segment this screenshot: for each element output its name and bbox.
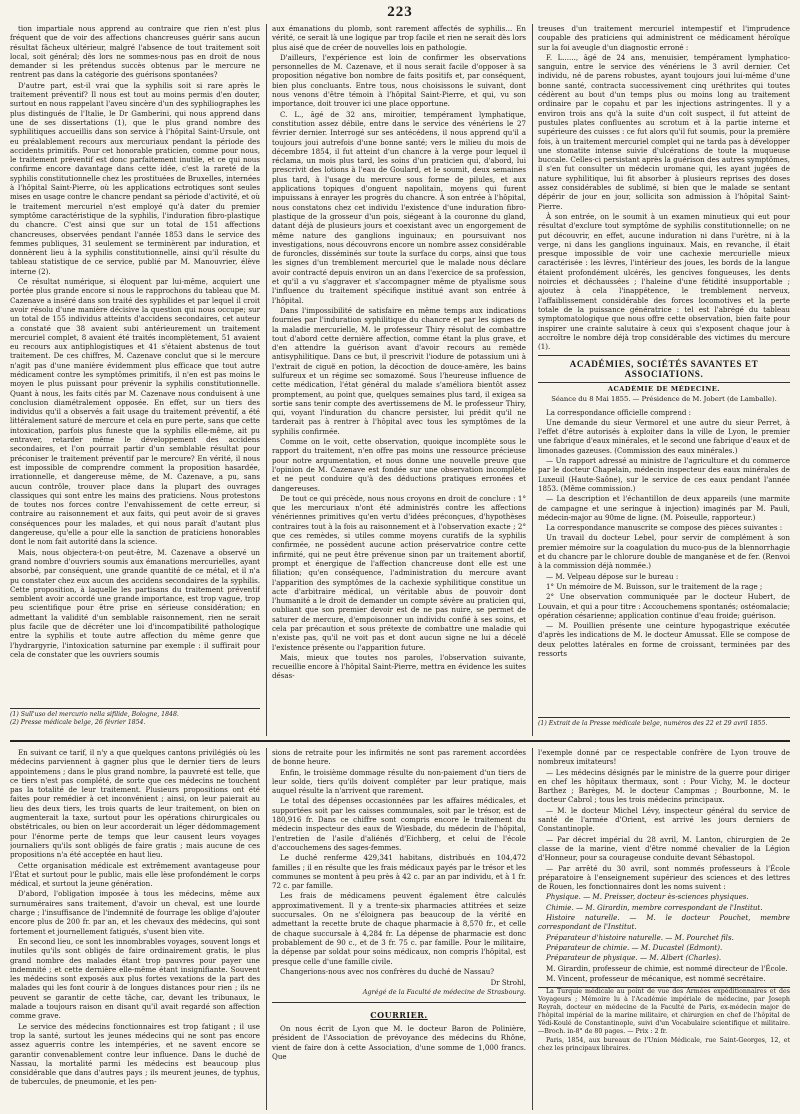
- paragraph: F. L......, âgé de 24 ans, menuisier, tempérament lymphatico-sanguin, entre le service des vénériens le 3 avril dernier. Cet individu, né de parens robustes, ayant toujours joui lui-même d'une bonne santé, contracta successivement cinq uréthrites qui toutes cédèrent au bout d'un temps plus ou moins long au traitement ordinaire par le copahu et par les injections astringentes. Il y a environ trois ans qu'à la suite d'un coït suspect, il fut atteint de pustules plates confluentes au scrotum et à la partie interne et supérieure des cuisses : ce fut alors qu'il fut soumis, pour la première fois, à un traitement mercuriel complet qui ne tarda pas à développer une stomatite intense suivie d'ulcérations de toute la muqueuse buccale. Celles-ci persistant après la guérison des autres symptômes, il s'en fut consulter un médecin uromane qui, les ayant jugées de nature syphilitique, lui fit absorber à plusieurs reprises des doses assez considérables de sublimé, si bien que le malade se sentant dépérir de jour en jour, sollicita son admission à l'hôpital Saint-Pierre.: [538, 52, 790, 211]
- paragraph: — La description et l'échantillon de deux appareils (une marmite de campagne et une seringue à injection) imaginés par M. Pauli, médecin-major au 90me de ligne. (M. Poiseulle, rapporteur.): [538, 494, 790, 522]
- paragraph: D'autre part, est-il vrai que la syphilis soit si rare après le traitement préventif? Il nous est tout au moins permis d'en douter, surtout en nous rappelant l'aveu sincère d'un des syphiliographes les plus distingués de l'Italie, le Dr Gamberini, qui nous apprend dans une de ses dissertations (1), que le plus grand nombre des syphilitiques accueillis dans son service à l'hôpital Saint-Ursule, ont eu préalablement recours aux mercuriaux pendant la période des accidents primitifs. Pour cet honorable praticien, comme pour nous, le traitement préventif est donc parfaitement inutile, et ce qui nous confirme encore davantage dans cette idée, c'est la rareté de la syphilis constitutionnelle chez les prostituées de Bruxelles, internées à l'hôpital Saint-Pierre, où les applications ectrotiques sont seules mises en usage contre le chancre pendant sa période d'activité, et où le traitement mercuriel n'est employé qu'à dater du premier symptôme caractéristique de la syphilis, l'induration fibro-plastique du chancre. C'est ainsi que sur un total de 151 affections chancreuses, observées pendant l'année 1853 dans le service des femmes publiques, 31 seulement se terminèrent par induration, et donnèrent lieu à la syphilis constitutionnelle, ainsi qu'il résulte du tableau statistique de ce service, publié par M. Manouvrier, élève interne (2).: [10, 80, 260, 276]
- paragraph: Le duché renferme 429,341 habitans, distribués en 104,472 familles ; il en résulte que les frais médicaux payés par le trésor et les communes se montent à peu près à 42 c. par an par individu, et à 1 fr. 72 c. par famille.: [272, 853, 526, 891]
- column-5: [272, 748, 526, 1110]
- paragraph: D'ailleurs, l'expérience est loin de confirmer les observations personnelles de M. Cazenave, et il nous serait facile d'opposer à sa proposition négative bon nombre de faits positifs et, par conséquent, bien plus concluants. Entre tous, nous choisissons le suivant, dont nous venons d'être témoin à l'hôpital Saint-Pierre, et qui, vu son importance, doit trouver ici une place opportune.: [272, 52, 526, 109]
- footnote: (1) Sull'uso del mercurio nella sifilide, Bologne, 1848.: [10, 711, 179, 718]
- paragraph: Une demande du sieur Vermorel et une autre du sieur Perret, à l'effet d'être autorisés à exploiter dans la ville de Lyon, le premier une fabrique d'eaux minérales, et le second une fabrique d'eaux et de limonades gazeuses. (Commission des eaux minérales.): [538, 417, 790, 455]
- subsection-title: ACADÉMIE DE MÉDECINE.: [607, 384, 721, 393]
- list-item: Préparateur de chimie. — M. Ducastel (Edmont).: [546, 942, 723, 952]
- section-rule: [272, 1002, 526, 1003]
- column-6: [538, 748, 790, 1110]
- paragraph: treuses d'un traitement mercuriel intempestif et l'imprudence coupable des praticiens qui administrent ce médicament héroïque sur la foi aveugle d'un diagnostic erroné :: [538, 24, 790, 52]
- paragraph: En suivant ce tarif, il n'y a que quelques cantons privilégiés où les médecins parviennent à gagner plus que le dernier tiers de leurs appointemens ; dans le plus grand nombre, la pauvreté est telle, que ce tiers n'est pas complété, de sorte que ces médecins ne touchent pas la totalité de leur traitement. Plusieurs propositions ont été faites pour remédier à cet inconvénient ; ainsi, on leur paierait au lieu des deux tiers, les trois quarts de leur traitement, on bien on augmenterait la taxe, surtout pour les opérations chirurgicales ou obstétricales, ou bien on leur accorderait un léger dédommagement pour l'énorme perte de temps que leur causent leurs voyages journaliers qu'ils sont obligés de faire gratis ; mais aucune de ces propositions n'a été acceptée en haut lieu.: [10, 748, 260, 860]
- paragraph: Le service des médecins fonctionnaires est trop fatigant ; il use trop la santé, surtout les jeunes médecins qui ne sont pas encore assez aguerris contre les intempéries, et ne savent encore se garantir convenablement contre leur influence. Dans le duché de Nassau, la mortalité parmi les médecins est beaucoup plus considérable que dans d'autres pays ; ils meurent jeunes, de typhus, de tubercules, de pneumonie, et les pen-: [10, 1021, 260, 1087]
- list-item: Chimie. — M. Girardin, membre correspondant de l'Institut.: [546, 902, 763, 912]
- bibliography-publisher: Paris, 1854, aux bureaux de l'Union Médicale, rue Saint-Georges, 12, et chez les principaux libraires.: [538, 1037, 790, 1053]
- author-signature: Dr Strohl,: [490, 979, 526, 988]
- paragraph: — M. le docteur Michel Lévy, inspecteur général du service de santé de l'armée d'Orient, est arrivé les jours derniers de Constantinople.: [538, 805, 790, 834]
- list-item: M. Vincent, professeur de mécanique, est nommé secrétaire.: [546, 973, 766, 983]
- paragraph: — Un rapport adressé au ministre de l'agriculture et du commerce par le docteur Chapelain, médecin inspecteur des eaux minérales de Luxeuil (Haute-Saône), sur le service de ces eaux pendant l'année 1853. (Même commission.): [538, 456, 790, 493]
- paragraph: tion impartiale nous apprend au contraire que rien n'est plus fréquent que de voir des affections chancreuses guérir sans aucun résultat fâcheux ultérieur, malgré l'absence de tout traitement soit local, soit général; dès lors ne sommes-nous pas en droit de nous demander si les prétendus succès obtenus par le mercure ne rentrent pas dans la catégorie des guérisons spontanées?: [10, 24, 260, 80]
- paragraph: En second lieu, ce sont les innombrables voyages, souvent longs et inutiles qu'ils sont obligés de faire ordinairement gratis, le plus grand nombre des malades étant trop pauvres pour payer une indemnité ; et cette dernière elle-même étant insignifiante. Souvent les médecins sont exposés aux plus fortes vexations de la part des malades qui les font courir à de longues distances pour rien ; ils ne peuvent se garantir de cette tâche, car, devant les tribunaux, le malade a toujours raison en disant qu'il avait regardé son affection comme grave.: [10, 936, 260, 1021]
- author-title: Agrégé de la Faculté de médecine de Strasbourg.: [362, 988, 526, 997]
- paragraph: Dans l'impossibilité de satisfaire en même temps aux indications fournies par l'induration syphilitique du chancre et par les signes de la maladie mercurielle, M. le professeur Thiry résolut de combattre tout d'abord cette dernière affection, comme étant la plus grave, et d'en attendre la guérison avant d'avoir recours au remède antisyphilitique. Dans ce but, il prescrivit l'iodure de potassium uni à l'extrait de ciguë en potion, la décoction de douce-amère, les bains sulfureux et un régime sec somazomé. Sous l'heureuse influence de cette médication, l'état général du malade s'améliora bientôt assez promptement, au point que, quelques semaines plus tard, il exigea sa sortie sans tenir compte des avertissemens de M. le professeur Thiry, qui, voyant l'induration du chancre persister, lui prédit qu'il ne tarderait pas à rentrer à l'hôpital avec tous les symptômes de la syphilis confirmée.: [272, 305, 526, 436]
- paragraph: Le total des dépenses occasionnées par les affaires médicales, et supportées soit par les caisses communales, soit par le trésor, est de 180,916 fr. Dans ce chiffre sont compris encore le traitement du médecin inspecteur des eaux de Wiesbade, du médecin de l'hôpital, l'entretien de l'asile d'aliénés d'Eichberg, et celui de l'école d'accouchemens des sages-femmes.: [272, 796, 526, 852]
- paragraph: Les frais de médicamens peuvent également être calculés approximativement. Il y a trente-six pharmacies attitrées et seize succursales. On ne s'éloignera pas beaucoup de la vérité en admettant la recette brute de chaque pharmacie à 8,570 fr., et celle de chaque succursale à 4,284 fr. La dépense de pharmacie est donc probablement de 90 c., et de 3 fr. 75 c. par famille. Pour le militaire, la dépense par soldat pour soins médicaux, non compris l'hôpital, est presque celle d'une famille civile.: [272, 891, 526, 966]
- footnote: (2) Presse médicale belge, 26 février 1854.: [10, 719, 146, 726]
- paragraph: — M. Pouillien présente une ceinture hypogastrique exécutée d'après les indications de M. le docteur Amussat. Elle se compose de deux pelottes latérales en forme de croissant, terminées par des ressorts: [538, 621, 790, 658]
- paragraph: 2° Une observation communiquée par le docteur Hubert, de Louvain, et qui a pour titre : Accouchemens spontanés; ostéomalacie; opération césarienne; application continue d'eau froide; guérison.: [538, 592, 790, 620]
- column-1: [10, 24, 260, 707]
- paragraph: C. L., âgé de 32 ans, miroitier, tempérament lymphatique, constitution assez débile, entre dans le service des vénériens le 27 février dernier. Interrogé sur ses antécédens, il nous apprend qu'il a toujours joui autrefois d'une bonne santé; vers le milieu du mois de décembre 1854, il fut atteint d'un chancre à la verge pour lequel il réclama, un mois plus tard, les soins d'un praticien qui, d'abord, lui prescrivit des lotions à l'eau de Goulard, et le soumit, deux semaines plus tard, à l'usage du mercure sous forme de pilules, et aux applications topiques d'onguent napolitain, moyens qui furent impuissans à enrayer les progrès du chancre. À son entrée à l'hôpital, nous constatons chez cet individu l'existence d'une induration fibro-plastique de la grosseur d'un pois, siégeant à la couronne du gland, datant déjà de plusieurs jours et coexistant avec un engorgement de même nature des ganglions inguinaux; en poursuivant nos investigations, nous découvrons encore un nombre assez considérable de furoncles, disséminés sur toute la surface du corps, ainsi que tous les signes d'un tremblement mercuriel que le malade nous déclare avoir contracté depuis environ un an dans l'exercice de sa profession, et qu'il a vu s'aggraver et s'accompagner même de ptyalisme sous l'influence du traitement spécifique institué avant son entrée à l'hôpital.: [272, 109, 526, 305]
- list-item: Préparateur de physique. — M. Albert (Charles).: [546, 953, 722, 963]
- column-1-text: [10, 24, 260, 659]
- section-rule: [538, 382, 790, 383]
- paragraph: l'exemple donné par ce respectable confrère de Lyon trouve de nombreux imitateurs!: [538, 748, 790, 767]
- paragraph: Comme on le voit, cette observation, quoique incomplète sous le rapport du traitement, n'en offre pas moins une ressource précieuse pour notre argumentation, et nous donne une nouvelle preuve que l'opinion de M. Cazenave est fondée sur une observation incomplète et ne peut conduire qu'à des déductions pratiques erronées et dangereuses.: [272, 437, 526, 493]
- paragraph: Mais, mieux que toutes nos paroles, l'observation suivante, recueillie encore à l'hôpital Saint-Pierre, mettra en évidence les suites désas-: [272, 652, 526, 681]
- footnote-divider: [10, 708, 260, 709]
- column-4: [10, 748, 260, 1110]
- paragraph: 1° Un mémoire de M. Buisson, sur le traitement de la rage ;: [546, 581, 763, 591]
- paragraph: La correspondance officielle comprend :: [546, 407, 692, 417]
- paragraph: Cette organisation médicale est extrêmement avantageuse pour l'État et surtout pour le public, mais elle lèse profondément le corps médical, et surtout la jeune génération.: [10, 860, 260, 889]
- column-divider: [532, 24, 533, 736]
- paragraph: aux émanations du plomb, sont rarement affectés de syphilis... En vérité, ce serait là une logique par trop facile et rien ne serait dès lors plus aisé que de créer de nouvelles lois en pathologie.: [272, 24, 526, 52]
- paragraph: — Les médecins désignés par le ministre de la guerre pour diriger en chef les hôpitaux thermaux, sont : Pour Vichy, M. le docteur Barthez ; Barèges, M. le docteur Campmas ; Bourbonne, M. le docteur Cabrol ; tous les trois médecins principaux.: [538, 767, 790, 805]
- list-item: M. Girardin, professeur de chimie, est nommé directeur de l'École.: [546, 963, 788, 973]
- list-item: Histoire naturelle. — M. le docteur Pouchet, membre correspondant de l'Institut.: [538, 913, 790, 932]
- page-divider: [10, 740, 790, 742]
- paragraph: — Par décret impérial du 28 avril, M. Lanton, chirurgien de 2e classe de la marine, vient d'être nommé chevalier de la Légion d'Honneur, pour sa courageuse conduite devant Sébastopol.: [538, 834, 790, 863]
- paragraph: De tout ce qui précède, nous nous croyons en droit de conclure : 1° que les mercuriaux n'ont été administrés contre les affections vénériennes primitives qu'en vertu d'idées préconçues, d'hypothèses contraires tout à la fois au raisonnement et à l'observation exacte ; 2° que ces remèdes, si utiles comme moyens curatifs de la syphilis confirmée, ne possèdent aucune action préservatrice contre cette infirmité, qui ne peut être prévenue sinon par un traitement abortif, prompt et énergique de l'affection chancreuse dont elle est une filiation; qu'en conséquence, l'administration du mercure avant l'apparition des symptômes de la cachexie syphilitique constitue un acte d'arbitraire médical, un véritable abus de pouvoir dont l'humanité a le droit de demander un compte sévère au praticien qui, oubliant que son premier devoir est de ne pas nuire, se permet de saturer de mercure, d'empoisonner un individu confié à ses soins, et cela par précaution et sous prétexte de combattre une maladie qui n'existe pas, qu'il ne voit pas et dont aucun signe ne lui a décelé l'existence présente ou l'apparition future.: [272, 493, 526, 652]
- bibliography-entry: La Turquie médicale au point de vue des Armées expéditionnaires et des Voyageurs ; Mémoire lu à l'Académie impériale de médecine, par Joseph Reyrah, docteur en médecine de la Faculté de Paris, ex-médecin major de l'hôpital impérial de la marine militaire, et chirurgien en chef de l'hôpital de Yédi-Koulé de Constantinople, suivi d'un Vocabulaire scientifique et militaire.—Broch. in-8° de 80 pages. — Prix : 2 fr.: [538, 988, 790, 1036]
- paragraph: On nous écrit de Lyon que M. le docteur Baron de Polinière, président de l'Association de prévoyance des médecins du Rhône, vient de faire don à cette Association, d'une somme de 1,000 francs. Que: [272, 1024, 526, 1061]
- list-item: Préparateur d'histoire naturelle. — M. Pourchet fils.: [546, 932, 734, 942]
- paragraph: D'abord, l'obligation imposée à tous les médecins, même aux surnuméraires sans traitement, d'avoir un cheval, est une lourde charge ; l'insuffisance de l'indemnité de fourrage les oblige d'ajouter encore plus de 200 fr. par an, et les chevaux des médecins, qui sont fortement et journellement fatigués, s'usent bien vite.: [10, 889, 260, 936]
- paragraph: — M. Velpeau dépose sur le bureau :: [546, 571, 679, 581]
- paragraph: Ce résultat numérique, si éloquent par lui-même, acquiert une portée plus grande encore si nous le rapprochons du tableau que M. Cazenave a inséré dans son traité des syphilides et par lequel il croit avoir résolu d'une manière décisive la question qui nous occupe; sur un total de 155 individus atteints d'accidens secondaires, cet auteur a constaté que 38 avaient subi antérieurement un traitement mercuriel complet, 8 avaient été traités incomplètement, 51 avaient eu recours aux antiphlogistiques et 41 s'étaient abstenus de tout traitement. De ces chiffres, M. Cazenave conclut que si le mercure n'agit pas d'une manière évidemment plus efficace que tout autre médicament contre les symptômes primitifs, il n'en est pas moins le moyen le plus puissant pour prévenir la syphilis constitutionnelle. Quant à nous, les faits cités par M. Cazenave nous conduisent à une conclusion diamétralement opposée. En effet, sur un tiers des individus qu'il a observés a fait usage du traitement préventif, a été littéralement saturé de mercure et cela en pure perte, sans que cette intoxication, parfois plus funeste que la syphilis elle-même, ait pu entraver, retarder même le développement des accidens secondaires, et l'on pourrait partir d'un semblable résultat pour préconiser le traitement préventif par le mercure? En vérité, il nous est impossible de comprendre comment la proposition hasardée, irrationnelle, et dangereuse même, de M. Cazenave, a pu, sans aucun contrôle, trouver place dans la plupart des ouvrages classiques qui sont entre les mains des praticiens. Nous protestons de toutes nos forces contre l'envahissement de cette erreur, si contraire au raisonnement et aux faits, qui peut avoir de si graves conséquences pour les malades, et qui nous paraît d'autant plus dangereuse, qu'elle a pour elle la sanction de praticiens honorables dont le nom fait autorité dans la science.: [10, 277, 260, 547]
- paragraph: La correspondance manuscrite se compose des pièces suivantes :: [546, 523, 783, 533]
- column-3-footnote: [538, 720, 790, 732]
- column-divider: [266, 24, 267, 736]
- column-3: [538, 24, 790, 714]
- paragraph: Un travail du docteur Lebel, pour servir de complément à son premier mémoire sur la coagulation du muco-pus de la blennorrhagie et du chancre par le chlorure double de manganèse et de fer. (Renvoi à la commission déjà nommée.): [538, 533, 790, 571]
- paragraph: — Par arrêté du 30 avril, sont nommés professeurs à l'École préparatoire à l'enseignement supérieur des sciences et des lettres de Rouen, les fonctionnaires dont les noms suivent :: [538, 863, 790, 892]
- paragraph: Mais, nous objectera-t-on peut-être, M. Cazenave a observé un grand nombre d'ouvriers soumis aux émanations mercurielles, ayant absorbé, par conséquent, une grande quantité de ce métal, et il n'a pu constater chez eux aucun des accidens secondaires de la syphilis. Cette proposition, à laquelle les partisans du traitement préventif semblent avoir accordé une grande importance, est trop vague, trop peu scientifique pour être prise en sérieuse considération; en admettant la validité d'un semblable raisonnement, rien ne serait plus facile que de décréter une loi d'incompatibilité pathologique entre la syphilis et toute autre affection du même genre que l'hydrargyrie, l'intoxication saturnine par exemple : il suffirait pour cela de constater que les ouvriers soumis: [10, 547, 260, 659]
- footnote: (1) Extrait de la Presse médicale belge, numéros des 22 et 29 avril 1855.: [538, 720, 768, 727]
- paragraph: sions de retraite pour les infirmités ne sont pas rarement accordées de bonne heure.: [272, 748, 526, 767]
- paragraph: Enfin, le troisième dommage résulte du non-paiement d'un tiers de leur solde, tiers qu'ils doivent compléter par leur pratique, mais auquel résulte la n'arrivent que rarement.: [272, 767, 526, 796]
- paragraph: À son entrée, on le soumit à un examen minutieux qui eut pour résultat d'exclure tout symptôme de syphilis constitutionnelle; on ne put découvrir, en effet, aucune induration ni dans l'urètre, ni à la verge, ni dans les ganglions inguinaux. Mais, en revanche, il était presque impossible de voir une cachexie mercurielle mieux caractérisée : les lèvres, l'intérieur des joues, les bords de la langue étaient profondément ulcérés, les gencives fongueuses, les dents noircies et déchaussées ; l'haleine d'une fétidité insupportable ; ajoutez à cela l'inappétence, le tremblement nerveux, l'affaiblissement considérable des forces locomotives et la perte totale de la puissance génératrice : tel est l'abrégé du tableau symptomatologique que nous offre cette observation, bien faite pour inspirer une crainte salutaire à ceux qui s'exposent chaque jour à accroître le nombre déjà trop considérable des victimes du mercure (1).: [538, 211, 790, 352]
- courrier-heading: COURRIER.: [370, 1009, 428, 1020]
- session-line: Séance du 8 Mai 1855. — Présidence de M. Jobert (de Lamballe).: [551, 395, 777, 404]
- paragraph: Changerions-nous avec nos confrères du duché de Nassau?: [280, 966, 495, 976]
- column-2: [272, 24, 526, 736]
- footnote-divider: [538, 717, 790, 718]
- section-title: ACADÉMIES, SOCIÉTÉS SAVANTES ET ASSOCIATIONS.: [569, 359, 759, 379]
- section-rule: [538, 355, 790, 356]
- page-number: 223: [387, 4, 413, 20]
- column-divider: [266, 748, 267, 1110]
- column-1-footnotes: [10, 711, 260, 733]
- section-rule: [538, 987, 790, 988]
- column-divider: [532, 748, 533, 1110]
- list-item: Physique. — M. Preisser, docteur ès-sciences physiques.: [546, 892, 749, 902]
